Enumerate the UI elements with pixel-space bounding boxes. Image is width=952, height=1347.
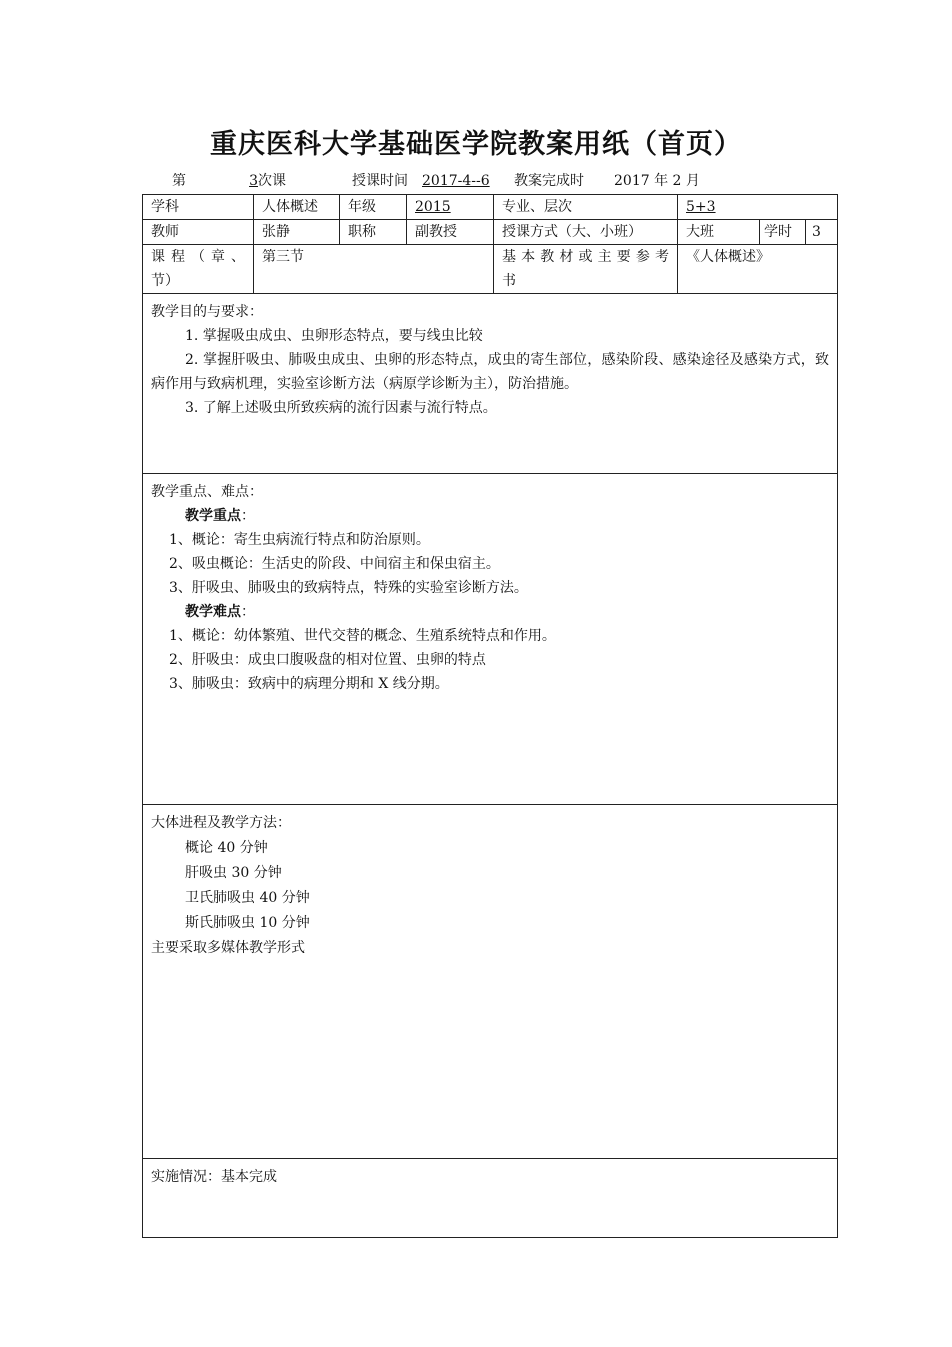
implementation-cell [143, 1159, 838, 1238]
lesson-number: 3 [249, 173, 258, 189]
course-row [143, 245, 838, 294]
process-heading: 大体进程及教学方法： [151, 815, 291, 831]
process-item-3: 卫氏肺吸虫 40 分钟 [185, 890, 310, 906]
objective-item-3: 3. 了解上述吸虫所致疾病的流行因素与流行特点。 [185, 400, 497, 416]
lesson-ordinal-label: 第 [172, 173, 186, 189]
difficulty-item-1: 1、概论：幼体繁殖、世代交替的概念、生殖系统特点和作用。 [169, 628, 556, 644]
subject-row [143, 195, 838, 220]
teaching-mode-label: 授课方式（大、小班） [494, 220, 678, 245]
process-cell [143, 805, 838, 1159]
textbook-label-line-1: 基本教材或主要参考 [502, 249, 669, 265]
difficulty-item-2: 2、肝吸虫：成虫口腹吸盘的相对位置、虫卵的特点 [169, 652, 486, 668]
subject-label: 学科 [143, 195, 254, 220]
rank-label: 职称 [340, 220, 407, 245]
subject-value: 人体概述 [254, 195, 340, 220]
lesson-count-label: 次课 [258, 173, 286, 189]
focus-item-3: 3、肝吸虫、肺吸虫的致病特点，特殊的实验室诊断方法。 [169, 580, 528, 596]
plan-completed-value: 2017 年 2 月 [614, 173, 700, 189]
process-item-4: 斯氏肺吸虫 10 分钟 [185, 915, 310, 931]
implementation-status: 实施情况：基本完成 [151, 1169, 277, 1185]
teaching-date-label: 授课时间 [352, 173, 408, 189]
key-points-row [143, 474, 838, 805]
major-value: 5+3 [686, 199, 716, 215]
teaching-mode-value: 大班 [678, 220, 760, 245]
lesson-plan-table [142, 194, 838, 1238]
difficulty-item-3: 3、肺吸虫：致病中的病理分期和 X 线分期。 [169, 676, 449, 692]
process-item-1: 概论 40 分钟 [185, 840, 268, 856]
focus-item-2: 2、吸虫概论：生活史的阶段、中间宿主和保虫宿主。 [169, 556, 500, 572]
focus-item-1: 1、概论：寄生虫病流行特点和防治原则。 [169, 532, 430, 548]
major-label: 专业、层次 [494, 195, 678, 220]
plan-completed-label: 教案完成时 [514, 173, 584, 189]
process-row [143, 805, 838, 1159]
course-value: 第三节 [254, 245, 494, 294]
textbook-value: 《人体概述》 [678, 245, 838, 294]
course-label-line-1: 课程（章、 [151, 249, 245, 265]
key-points-heading: 教学重点、难点： [151, 484, 263, 500]
grade-value: 2015 [415, 199, 451, 215]
teaching-method: 主要采取多媒体教学形式 [151, 940, 305, 956]
objectives-cell [143, 294, 838, 474]
key-points-cell: 教学重点、难点： 教学重点： 1、概论：寄生虫病流行特点和防治原则。 2、吸虫概论：生活史的阶段、中间宿主和保虫宿主。 3、肝吸虫、肺吸虫的致病特点，特殊的实验室诊断方法。 教学难点： 1、概论：幼体繁殖、世代交替的概念、生殖系统特点和作用。 2、肝吸虫：成虫口腹吸盘的相对位置、虫卵的特点 3、肺吸虫：致病中的病理分期和 X 线分期。 [143, 474, 838, 805]
process-item-2: 肝吸虫 30 分钟 [185, 865, 282, 881]
teacher-label: 教师 [143, 220, 254, 245]
implementation-row [143, 1159, 838, 1238]
objectives-row [143, 294, 838, 474]
objective-item-2: 2. 掌握肝吸虫、肺吸虫成虫、虫卵的形态特点，成虫的寄生部位，感染阶段、感染途径及感染方式，致病作用与致病机理，实验室诊断方法（病原学诊断为主），防治措施。 [151, 352, 829, 392]
course-label-line-2: 节） [151, 273, 179, 289]
teacher-row [143, 220, 838, 245]
objectives-heading: 教学目的与要求： [151, 304, 263, 320]
objective-item-1: 1. 掌握吸虫成虫、虫卵形态特点，要与线虫比较 [185, 328, 483, 344]
page-title: 重庆医科大学基础医学院教案用纸（首页） [210, 129, 742, 160]
difficulty-title: 教学难点 [185, 604, 241, 620]
focus-title: 教学重点 [185, 508, 241, 524]
textbook-label [494, 245, 678, 294]
class-hours-value: 3 [806, 220, 838, 245]
grade-label: 年级 [340, 195, 407, 220]
rank-value: 副教授 [407, 220, 494, 245]
textbook-label-line-2: 书 [502, 273, 516, 289]
course-label [143, 245, 254, 294]
class-hours-label: 学时 [760, 220, 806, 245]
teaching-date-value: 2017-4--6 [422, 173, 490, 189]
teacher-value: 张静 [254, 220, 340, 245]
